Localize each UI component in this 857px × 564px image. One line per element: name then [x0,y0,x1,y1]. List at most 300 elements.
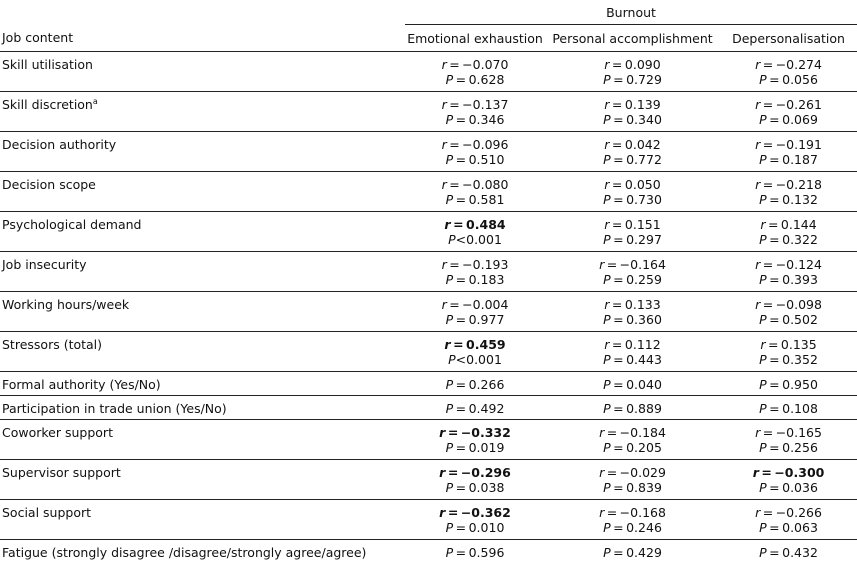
equals-sign: = [766,232,783,247]
value-cell [405,396,545,420]
p-value: 0.443 [626,352,662,367]
equals-sign: = [766,272,783,287]
column-header: Emotional exhaustion [405,25,545,52]
r-value-line [720,297,857,312]
r-symbol: r [599,505,605,520]
p-symbol: P [448,232,456,247]
row-label [0,540,405,564]
p-value: 0.256 [782,440,818,455]
equals-sign: = [766,352,783,367]
equals-sign: = [450,337,467,352]
r-symbol: r [444,217,451,232]
r-value-line [720,137,857,152]
value-cell [720,500,857,540]
p-symbol: P [445,520,454,535]
r-value-line [720,425,857,440]
p-value-line [405,152,545,167]
r-value-line [405,97,545,112]
row-label-text: Supervisor support [2,465,121,480]
p-value-line [720,272,857,287]
label-column-header: Job content [0,25,405,52]
r-value: −0.029 [619,465,666,480]
r-symbol: r [444,337,451,352]
p-value: 0.839 [626,480,662,495]
r-value-line [720,177,857,192]
p-value-line [405,312,545,327]
equals-sign: = [610,152,627,167]
equals-sign: = [760,257,776,272]
r-value: −0.080 [462,177,509,192]
equals-sign: = [610,72,627,87]
r-value-line [405,57,545,72]
equals-sign: = [760,57,776,72]
p-value-line [545,401,720,416]
p-value-line [405,520,545,535]
p-value: <0.001 [455,232,502,247]
value-cell [405,332,545,372]
equals-sign: = [453,272,469,287]
value-cell [545,212,720,252]
p-value: 0.019 [468,440,505,455]
footnote-marker: a [92,96,98,106]
r-value-line [405,425,545,440]
row-label-text: Participation in trade union (Yes/No) [2,401,227,416]
value-cell [720,540,857,564]
p-value: 0.205 [626,440,662,455]
r-value: −0.261 [775,97,822,112]
row-label-text: Coworker support [2,425,113,440]
equals-sign: = [604,425,620,440]
row-label-text: Fatigue (strongly disagree /disagree/strongly agree/agree) [2,545,367,560]
p-symbol: P [445,192,454,207]
p-value: 0.393 [782,272,818,287]
row-label [0,132,405,172]
equals-sign: = [609,137,625,152]
equals-sign: = [604,505,620,520]
p-symbol: P [445,112,454,127]
p-value-line [720,72,857,87]
r-symbol: r [604,217,610,232]
value-cell [545,372,720,396]
r-value-line [720,217,857,232]
r-value-line [405,137,545,152]
p-symbol: P [445,272,454,287]
equals-sign: = [453,440,469,455]
equals-sign: = [453,312,469,327]
p-value-line [545,232,720,247]
p-value-line [405,480,545,495]
r-value: 0.050 [624,177,661,192]
r-value: −0.096 [462,137,509,152]
r-value-line [405,177,545,192]
p-value: 0.246 [626,520,662,535]
value-cell [545,396,720,420]
p-value: 0.063 [782,520,818,535]
table-row [0,540,857,564]
table-row [0,460,857,500]
p-value: 0.010 [468,520,505,535]
r-value: 0.042 [624,137,661,152]
r-value: 0.139 [624,97,661,112]
equals-sign: = [609,97,625,112]
p-symbol: P [603,545,611,560]
r-symbol: r [755,257,761,272]
row-label-text: Skill utilisation [2,57,93,72]
equals-sign: = [610,232,627,247]
table-row [0,396,857,420]
value-cell [720,332,857,372]
row-label [0,292,405,332]
r-symbol: r [604,177,610,192]
p-value-line [720,480,857,495]
p-symbol: P [445,152,454,167]
p-symbol: P [448,352,456,367]
p-value: 0.322 [782,232,818,247]
r-symbol: r [752,465,759,480]
r-value: −0.168 [619,505,666,520]
p-symbol: P [759,352,767,367]
p-value: 0.352 [782,352,818,367]
r-symbol: r [441,97,447,112]
table-row [0,252,857,292]
p-value: 0.056 [782,72,818,87]
equals-sign: = [610,312,627,327]
p-symbol: P [445,401,454,416]
equals-sign: = [610,520,627,535]
r-value: −0.193 [462,257,509,272]
equals-sign: = [766,192,783,207]
value-cell [545,420,720,460]
value-cell [405,500,545,540]
p-value-line [545,312,720,327]
p-value: 0.259 [626,272,662,287]
p-value-line [720,232,857,247]
value-cell [545,52,720,92]
row-label-text: Decision scope [2,177,96,192]
p-value: 0.429 [626,545,662,560]
equals-sign: = [610,272,627,287]
p-value-line [405,72,545,87]
row-label-text: Psychological demand [2,217,142,232]
equals-sign: = [609,177,625,192]
p-value: 0.628 [468,72,505,87]
r-value-line [405,465,545,480]
p-symbol: P [603,72,611,87]
r-value-line [545,297,720,312]
value-cell [405,372,545,396]
value-cell [720,92,857,132]
equals-sign: = [766,440,783,455]
p-value: 0.492 [468,401,505,416]
equals-sign: = [453,192,469,207]
value-cell [405,252,545,292]
table-header [0,0,857,52]
r-value: −0.266 [775,505,822,520]
column-header: Depersonalisation [720,25,857,52]
r-symbol: r [599,425,605,440]
table-body [0,52,857,564]
p-value: 0.340 [626,112,662,127]
r-value-line [545,337,720,352]
equals-sign: = [604,257,620,272]
equals-sign: = [446,57,463,72]
p-value: 0.069 [782,112,818,127]
r-value-line [405,217,545,232]
p-value-line [405,440,545,455]
p-value-line [545,377,720,392]
header-spacer [0,0,405,25]
p-value: 0.132 [782,192,818,207]
row-label [0,212,405,252]
p-symbol: P [759,545,767,560]
r-symbol: r [755,137,761,152]
r-value-line [545,217,720,232]
r-symbol: r [441,137,447,152]
p-symbol: P [759,520,767,535]
p-symbol: P [603,112,611,127]
r-value: −0.137 [462,97,509,112]
equals-sign: = [610,480,627,495]
p-value: 0.183 [468,272,505,287]
table-row [0,92,857,132]
p-symbol: P [759,112,767,127]
r-value-line [545,177,720,192]
r-symbol: r [604,97,610,112]
r-symbol: r [755,425,761,440]
value-cell [405,52,545,92]
r-symbol: r [760,217,766,232]
p-symbol: P [603,352,611,367]
p-value-line [720,352,857,367]
value-cell [720,396,857,420]
r-value: −0.300 [774,465,825,480]
equals-sign: = [760,137,776,152]
r-value-line [405,257,545,272]
row-label-text: Skill discretion [2,97,93,112]
equals-sign: = [610,440,627,455]
equals-sign: = [604,465,620,480]
p-value-line [720,112,857,127]
p-symbol: P [759,401,767,416]
p-symbol: P [445,545,454,560]
p-value-line [720,401,857,416]
p-symbol: P [759,192,767,207]
p-value-line [545,192,720,207]
p-value-line [720,312,857,327]
p-value: 0.108 [782,401,818,416]
p-value-line [545,112,720,127]
r-symbol: r [439,465,446,480]
p-symbol: P [445,480,454,495]
p-value-line [545,440,720,455]
p-value-line [405,192,545,207]
equals-sign: = [445,465,461,480]
row-label-text: Formal authority (Yes/No) [2,377,161,392]
equals-sign: = [766,152,783,167]
equals-sign: = [609,337,625,352]
r-symbol: r [441,257,447,272]
p-value-line [545,352,720,367]
table-row [0,132,857,172]
r-symbol: r [441,177,447,192]
p-value: 0.772 [626,152,662,167]
r-symbol: r [604,57,610,72]
r-value: −0.165 [775,425,822,440]
p-symbol: P [445,440,454,455]
equals-sign: = [766,520,783,535]
value-cell [405,212,545,252]
equals-sign: = [610,401,627,416]
p-value: 0.510 [468,152,505,167]
p-value: 0.040 [626,377,662,392]
equals-sign: = [445,425,461,440]
p-value: 0.297 [626,232,662,247]
r-value: −0.164 [619,257,666,272]
equals-sign: = [609,217,625,232]
r-value: 0.144 [780,217,817,232]
r-symbol: r [439,425,446,440]
p-symbol: P [603,192,611,207]
p-symbol: P [603,401,611,416]
equals-sign: = [446,97,463,112]
p-value-line [545,72,720,87]
table-row [0,332,857,372]
r-value-line [720,257,857,272]
equals-sign: = [766,545,783,560]
equals-sign: = [760,425,776,440]
value-cell [720,252,857,292]
r-value-line [545,137,720,152]
value-cell [545,500,720,540]
value-cell [720,132,857,172]
p-value-line [720,545,857,560]
r-value-line [545,505,720,520]
value-cell [545,292,720,332]
row-label [0,332,405,372]
value-cell [720,212,857,252]
table-row [0,172,857,212]
p-symbol: P [603,312,611,327]
p-value: 0.346 [468,112,505,127]
value-cell [405,460,545,500]
p-symbol: P [759,152,767,167]
group-header: Burnout [405,0,857,25]
equals-sign: = [609,297,625,312]
p-value-line [405,545,545,560]
equals-sign: = [766,401,783,416]
r-value: −0.004 [462,297,509,312]
p-symbol: P [759,72,767,87]
value-cell [405,292,545,332]
p-value-line [545,272,720,287]
row-label [0,172,405,212]
p-value: 0.730 [626,192,662,207]
value-cell [405,132,545,172]
p-value-line [720,192,857,207]
p-symbol: P [445,312,454,327]
p-value: 0.977 [468,312,505,327]
value-cell [720,172,857,212]
p-value: 0.036 [782,480,818,495]
equals-sign: = [453,545,469,560]
r-value-line [720,465,857,480]
r-value: 0.133 [624,297,661,312]
equals-sign: = [610,377,627,392]
p-symbol: P [759,312,767,327]
p-symbol: P [759,440,767,455]
p-value-line [405,112,545,127]
p-symbol: P [445,72,454,87]
r-value: −0.070 [462,57,509,72]
r-value: −0.098 [775,297,822,312]
r-value-line [545,257,720,272]
r-value: −0.332 [460,425,511,440]
r-value-line [405,505,545,520]
value-cell [545,132,720,172]
equals-sign: = [446,137,463,152]
row-label [0,500,405,540]
p-symbol: P [603,520,611,535]
p-value: 0.266 [468,377,505,392]
p-value-line [720,377,857,392]
r-symbol: r [755,57,761,72]
equals-sign: = [453,520,469,535]
value-cell [405,92,545,132]
r-value-line [545,97,720,112]
equals-sign: = [453,152,469,167]
equals-sign: = [446,257,463,272]
value-cell [720,420,857,460]
equals-sign: = [766,312,783,327]
p-value: 0.581 [468,192,505,207]
r-value: −0.218 [775,177,822,192]
p-symbol: P [603,440,611,455]
row-label [0,252,405,292]
p-symbol: P [603,232,611,247]
value-cell [720,52,857,92]
p-value-line [405,232,545,247]
r-value-line [405,297,545,312]
equals-sign: = [766,480,783,495]
p-value: 0.889 [626,401,662,416]
r-symbol: r [604,297,610,312]
r-symbol: r [604,337,610,352]
r-symbol: r [441,57,447,72]
p-value: <0.001 [455,352,502,367]
r-symbol: r [755,505,761,520]
p-symbol: P [759,377,767,392]
value-cell [545,252,720,292]
r-value: 0.090 [624,57,661,72]
r-value-line [720,57,857,72]
r-symbol: r [604,137,610,152]
r-value: 0.135 [780,337,817,352]
equals-sign: = [765,217,781,232]
p-value: 0.360 [626,312,662,327]
r-value: −0.362 [460,505,511,520]
p-symbol: P [759,480,767,495]
equals-sign: = [760,297,776,312]
p-value: 0.729 [626,72,662,87]
r-value: 0.459 [466,337,506,352]
p-value-line [405,272,545,287]
value-cell [405,420,545,460]
r-value: −0.124 [775,257,822,272]
p-value: 0.950 [782,377,818,392]
equals-sign: = [445,505,461,520]
r-value: −0.184 [619,425,666,440]
table-row [0,212,857,252]
